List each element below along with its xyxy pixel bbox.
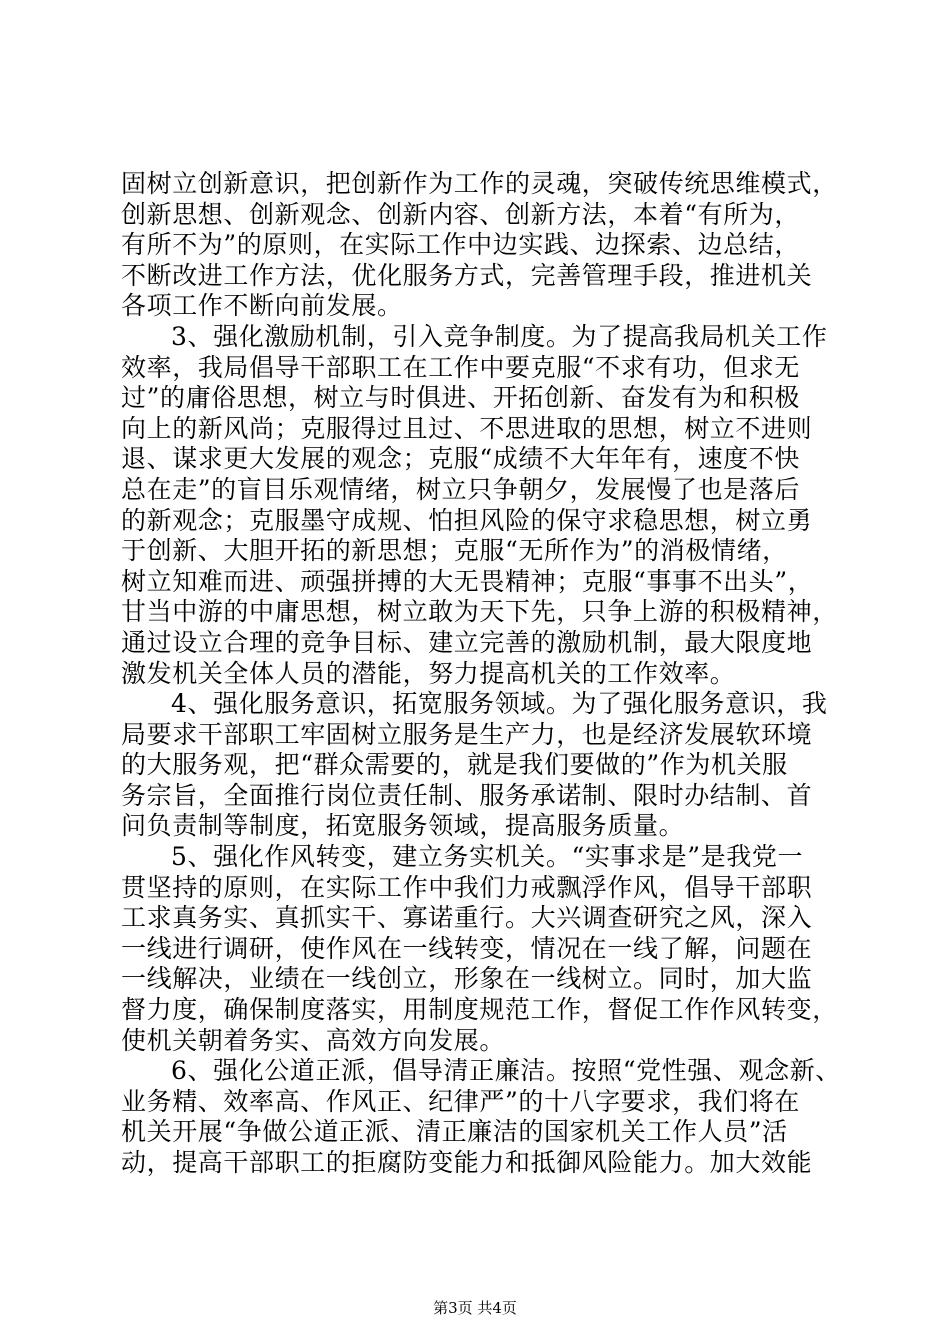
text-line: 4、强化服务意识，拓宽服务领域。为了强化服务意识，我 xyxy=(171,689,828,719)
text-line: 固树立创新意识，把创新作为工作的灵魂，突破传统思维模式， xyxy=(121,169,838,198)
text-line: 业务精、效率高、作风正、纪律严”的十八字要求，我们将在 xyxy=(121,1086,800,1116)
text-line: 向上的新风尚；克服得过且过、不思进取的思想，树立不进则 xyxy=(121,413,813,443)
text-line: 过”的庸俗思想，树立与时俱进、开拓创新、奋发有为和积极 xyxy=(121,383,800,413)
text-line: 贯坚持的原则，在实际工作中我们力戒飘浮作风，倡导干部职 xyxy=(121,872,813,902)
body-text xyxy=(121,169,841,1179)
text-line: 工求真务实、真抓实干、寡诺重行。大兴调查研究之风，深入 xyxy=(121,903,813,933)
text-line: 各项工作不断向前发展。 xyxy=(121,291,403,321)
text-line: 务宗旨，全面推行岗位责任制、服务承诺制、限时办结制、首 xyxy=(121,780,813,810)
text-line: 的新观念；克服墨守成规、怕担风险的保守求稳思想，树立勇 xyxy=(121,505,813,535)
text-line: 6、强化公道正派，倡导清正廉洁。按照“党性强、观念新、 xyxy=(171,1056,841,1086)
text-line: 机关开展“争做公道正派、清正廉洁的国家机关工作人员”活 xyxy=(121,1117,788,1147)
text-line: 不断改进工作方法，优化服务方式，完善管理手段，推进机关 xyxy=(121,260,813,290)
text-line: 5、强化作风转变，建立务实机关。“实事求是”是我党一 xyxy=(171,842,804,872)
text-line: 使机关朝着务实、高效方向发展。 xyxy=(121,1025,506,1055)
text-line: 效率，我局倡导干部职工在工作中要克服“不求有功，但求无 xyxy=(121,352,800,382)
page-footer: 第3页 共4页 xyxy=(433,1299,517,1317)
text-line: 动，提高干部职工的拒腐防变能力和抵御风险能力。加大效能 xyxy=(121,1148,813,1177)
text-line: 于创新、大胆开拓的新思想；克服“无所作为”的消极情绪， xyxy=(121,536,788,566)
text-line: 总在走”的盲目乐观情绪，树立只争朝夕，发展慢了也是落后 xyxy=(121,474,800,504)
text-line: 创新思想、创新观念、创新内容、创新方法，本着“有所为， xyxy=(121,199,800,229)
text-line: 甘当中游的中庸思想，树立敢为天下先，只争上游的积极精神， xyxy=(121,597,838,627)
text-line: 树立知难而进、顽强拼搏的大无畏精神；克服“事事不出头”， xyxy=(121,566,814,596)
text-line: 的大服务观，把“群众需要的，就是我们要做的”作为机关服 xyxy=(121,750,788,780)
text-line: 督力度，确保制度落实，用制度规范工作，督促工作作风转变， xyxy=(121,995,838,1025)
text-line: 有所不为”的原则，在实际工作中边实践、边探索、边总结， xyxy=(121,230,800,260)
text-line: 通过设立合理的竞争目标、建立完善的激励机制，最大限度地 xyxy=(121,627,813,657)
text-line: 局要求干部职工牢固树立服务是生产力，也是经济发展软环境 xyxy=(121,719,813,749)
text-line: 一线进行调研，使作风在一线转变，情况在一线了解，问题在 xyxy=(121,933,813,963)
text-line: 问负责制等制度，拓宽服务领域，提高服务质量。 xyxy=(121,811,685,841)
text-line: 激发机关全体人员的潜能，努力提高机关的工作效率。 xyxy=(121,658,736,688)
text-line: 一线解决，业绩在一线创立，形象在一线树立。同时，加大监 xyxy=(121,964,813,994)
text-line: 3、强化激励机制，引入竞争制度。为了提高我局机关工作 xyxy=(171,321,828,351)
text-line: 退、谋求更大发展的观念；克服“成绩不大年年有，速度不快 xyxy=(121,444,800,474)
